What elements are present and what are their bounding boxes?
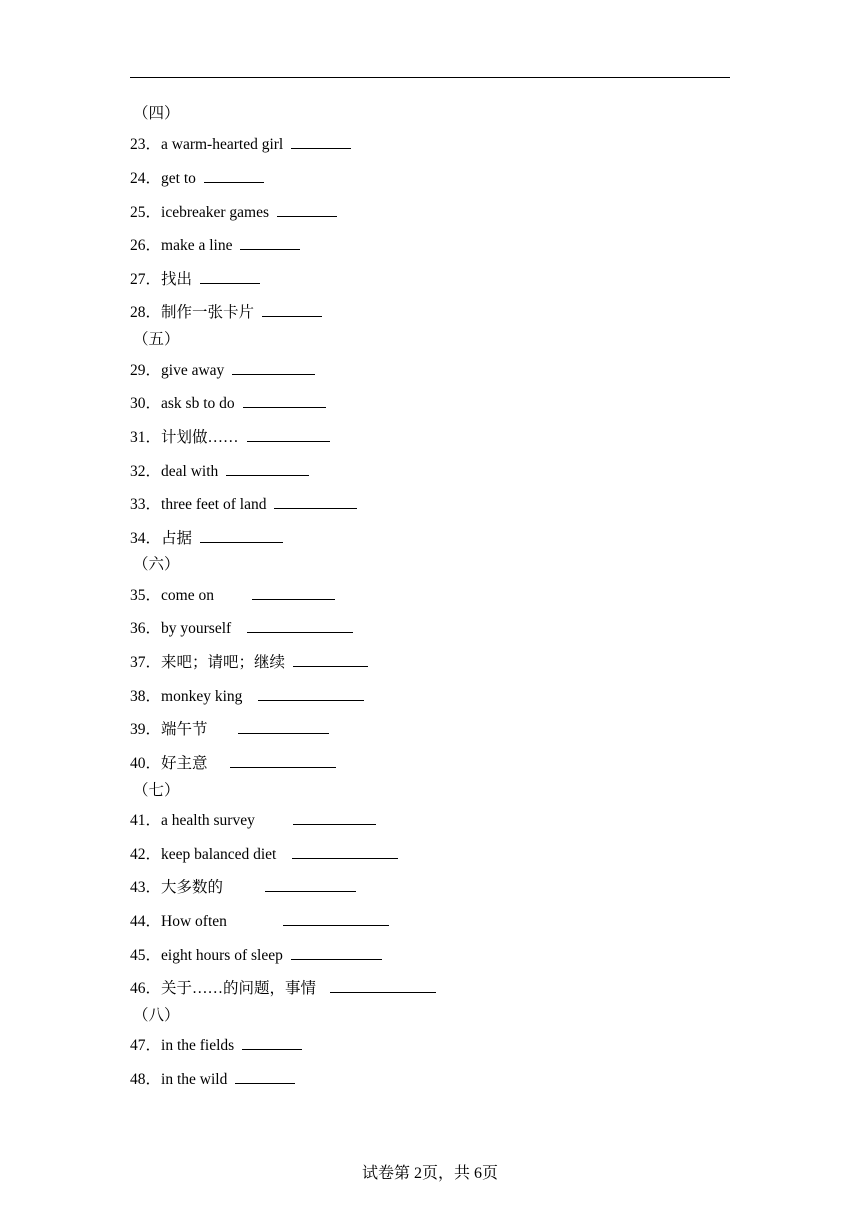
question-number: 42． (130, 846, 162, 863)
section-heading: （六） (133, 556, 180, 573)
answer-blank[interactable] (200, 269, 260, 284)
question-text: a health survey (161, 812, 255, 829)
section-heading: （四） (133, 105, 180, 122)
question-text: make a line (161, 237, 233, 254)
question-text: three feet of land (161, 496, 267, 513)
header-rule (130, 77, 730, 78)
question-text: 制作一张卡片 (161, 304, 255, 321)
answer-blank[interactable] (291, 945, 382, 960)
question-item (130, 461, 309, 482)
answer-blank[interactable] (292, 844, 398, 859)
answer-blank[interactable] (262, 302, 322, 317)
question-number: 30． (130, 395, 162, 412)
answer-blank[interactable] (232, 360, 315, 375)
answer-blank[interactable] (252, 585, 335, 600)
question-text: 端午节 (161, 721, 208, 738)
section-heading: （五） (133, 331, 180, 348)
answer-blank[interactable] (293, 652, 368, 667)
question-item (130, 686, 364, 707)
question-item (130, 134, 351, 155)
question-text: a warm-hearted girl (161, 136, 284, 153)
question-item (130, 269, 260, 290)
question-number: 46． (130, 980, 162, 997)
question-number: 36． (130, 620, 162, 637)
question-number: 32． (130, 463, 162, 480)
question-text: keep balanced diet (161, 846, 277, 863)
answer-blank[interactable] (243, 393, 326, 408)
question-text: get to (161, 170, 196, 187)
question-item (130, 618, 353, 639)
answer-blank[interactable] (291, 134, 351, 149)
answer-blank[interactable] (238, 719, 329, 734)
question-text: 计划做…… (161, 429, 239, 446)
answer-blank[interactable] (230, 753, 336, 768)
answer-blank[interactable] (258, 686, 364, 701)
question-item (130, 360, 315, 381)
question-item (130, 810, 376, 831)
question-item (130, 753, 336, 774)
question-item (130, 168, 264, 189)
answer-blank[interactable] (200, 528, 283, 543)
question-text: 好主意 (161, 755, 208, 772)
question-number: 31． (130, 429, 162, 446)
question-item (130, 494, 357, 515)
answer-blank[interactable] (293, 810, 376, 825)
answer-blank[interactable] (277, 202, 337, 217)
question-text: give away (161, 362, 225, 379)
question-text: How often (161, 913, 227, 930)
question-number: 41． (130, 812, 162, 829)
question-number: 26． (130, 237, 162, 254)
question-number: 33． (130, 496, 162, 513)
question-item (130, 877, 356, 898)
answer-blank[interactable] (247, 618, 353, 633)
question-item (130, 302, 322, 323)
answer-blank[interactable] (274, 494, 357, 509)
answer-blank[interactable] (204, 168, 264, 183)
question-text: by yourself (161, 620, 232, 637)
question-number: 29． (130, 362, 162, 379)
question-number: 44． (130, 913, 162, 930)
question-number: 23． (130, 136, 162, 153)
question-item (130, 652, 368, 673)
question-item (130, 978, 436, 999)
question-item (130, 235, 300, 256)
question-number: 34． (130, 530, 162, 547)
question-number: 40． (130, 755, 162, 772)
question-text: 来吧；请吧；继续 (161, 654, 286, 671)
question-number: 35． (130, 587, 162, 604)
question-number: 28． (130, 304, 162, 321)
question-text: icebreaker games (161, 204, 270, 221)
question-number: 43． (130, 879, 162, 896)
question-text: in the wild (161, 1071, 228, 1088)
question-number: 37． (130, 654, 162, 671)
question-item (130, 1035, 302, 1056)
answer-blank[interactable] (265, 877, 356, 892)
question-item (130, 528, 283, 549)
question-item (130, 844, 398, 865)
question-text: 关于……的问题，事情 (161, 980, 317, 997)
question-item (130, 1069, 295, 1090)
question-item (130, 202, 337, 223)
question-number: 24． (130, 170, 162, 187)
question-text: monkey king (161, 688, 243, 705)
section-heading: （八） (133, 1007, 180, 1024)
question-item (130, 719, 329, 740)
question-text: ask sb to do (161, 395, 235, 412)
question-number: 39． (130, 721, 162, 738)
answer-blank[interactable] (240, 235, 300, 250)
answer-blank[interactable] (235, 1069, 295, 1084)
answer-blank[interactable] (283, 911, 389, 926)
answer-blank[interactable] (242, 1035, 302, 1050)
question-text: come on (161, 587, 214, 604)
section-heading: （七） (133, 782, 180, 799)
question-text: deal with (161, 463, 219, 480)
question-number: 48． (130, 1071, 162, 1088)
question-item (130, 911, 389, 932)
question-text: 大多数的 (161, 879, 224, 896)
question-number: 27． (130, 271, 162, 288)
question-number: 45． (130, 947, 162, 964)
question-text: eight hours of sleep (161, 947, 283, 964)
question-item (130, 945, 382, 966)
answer-blank[interactable] (247, 427, 330, 442)
question-item (130, 427, 330, 448)
question-number: 47． (130, 1037, 162, 1054)
question-item (130, 393, 326, 414)
page-footer: 试卷第 2页，共 6页 (361, 1165, 498, 1182)
answer-blank[interactable] (226, 461, 309, 476)
question-number: 38． (130, 688, 162, 705)
question-text: 占据 (161, 530, 193, 547)
answer-blank[interactable] (330, 978, 436, 993)
question-number: 25． (130, 204, 162, 221)
question-item (130, 585, 335, 606)
question-text: in the fields (161, 1037, 235, 1054)
question-text: 找出 (161, 271, 193, 288)
